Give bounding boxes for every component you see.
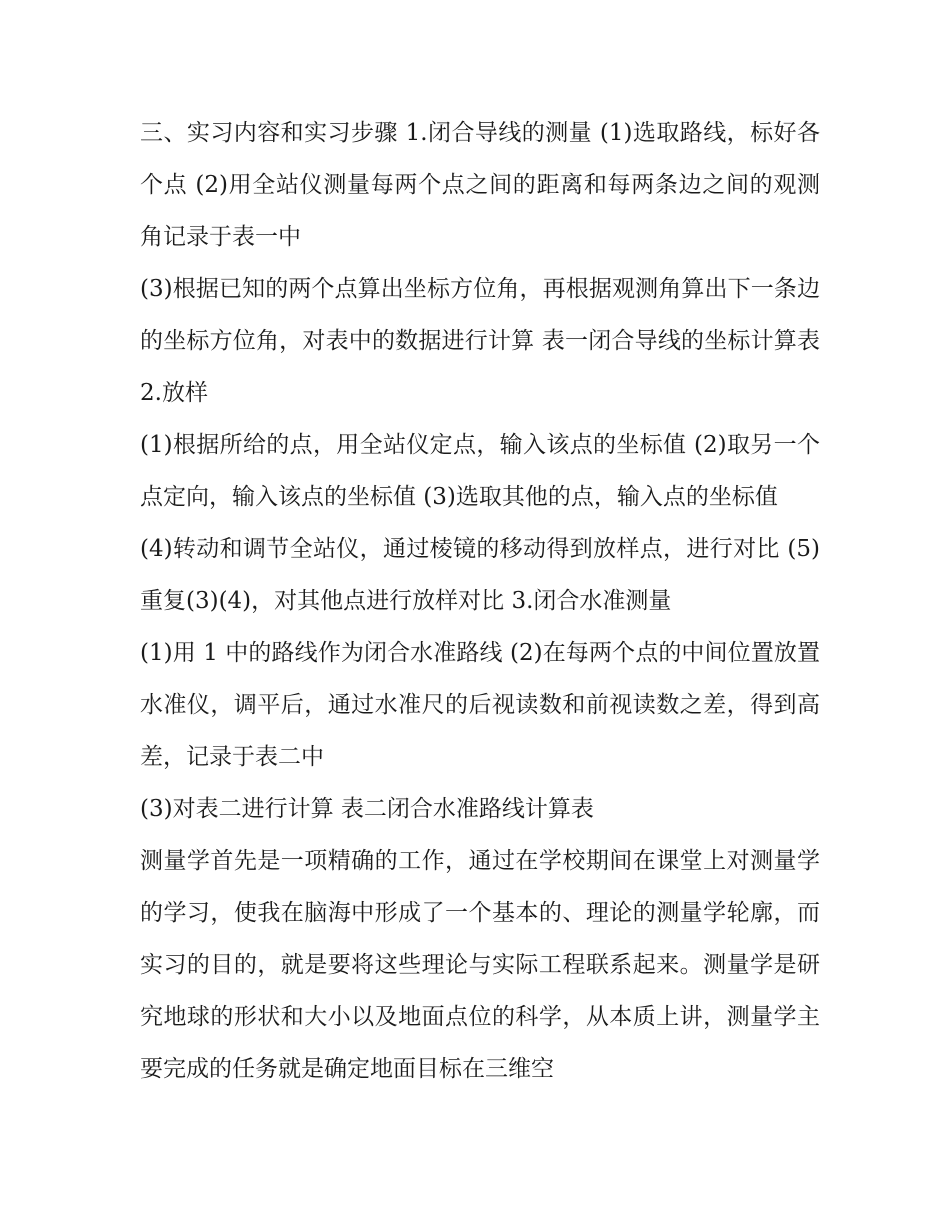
paragraph-stakeout-setup: (1)根据所给的点，用全站仪定点，输入该点的坐标值 (2)取另一个点定向，输入该点的坐标值 (3)选取其他的点，输入点的坐标值 xyxy=(140,432,820,510)
paragraph-leveling-route: (1)用 1 中的路线作为闭合水准路线 (2)在每两个点的中间位置放置水准仪，调平后，通过水准尺的后视读数和前视读数之差，得到高差，记录于表二中 xyxy=(140,640,820,770)
paragraph-steps-intro: 三、实习内容和实习步骤 1.闭合导线的测量 (1)选取路线，标好各个点 (2)用全站仪测量每两个点之间的距离和每两条边之间的观测角记录于表一中 xyxy=(140,120,820,250)
paragraph-azimuth-calc: (3)根据已知的两个点算出坐标方位角，再根据观测角算出下一条边的坐标方位角，对表中的数据进行计算 表一闭合导线的坐标计算表 2.放样 xyxy=(140,276,820,406)
paragraph-reflection: 测量学首先是一项精确的工作，通过在学校期间在课堂上对测量学的学习，使我在脑海中形成了一个基本的、理论的测量学轮廓，而实习的目的，就是要将这些理论与实际工程联系起来。测量学是研究地球的形状和大小以及地面点位的科学，从本质上讲，测量学主要完成的任务就是确定地面目标在三维空 xyxy=(140,848,820,1082)
paragraph-stakeout-compare: (4)转动和调节全站仪，通过棱镜的移动得到放样点，进行对比 (5)重复(3)(4)，对其他点进行放样对比 3.闭合水准测量 xyxy=(140,536,820,614)
document-page xyxy=(140,107,820,1095)
paragraph-leveling-table: (3)对表二进行计算 表二闭合水准路线计算表 xyxy=(140,796,594,822)
